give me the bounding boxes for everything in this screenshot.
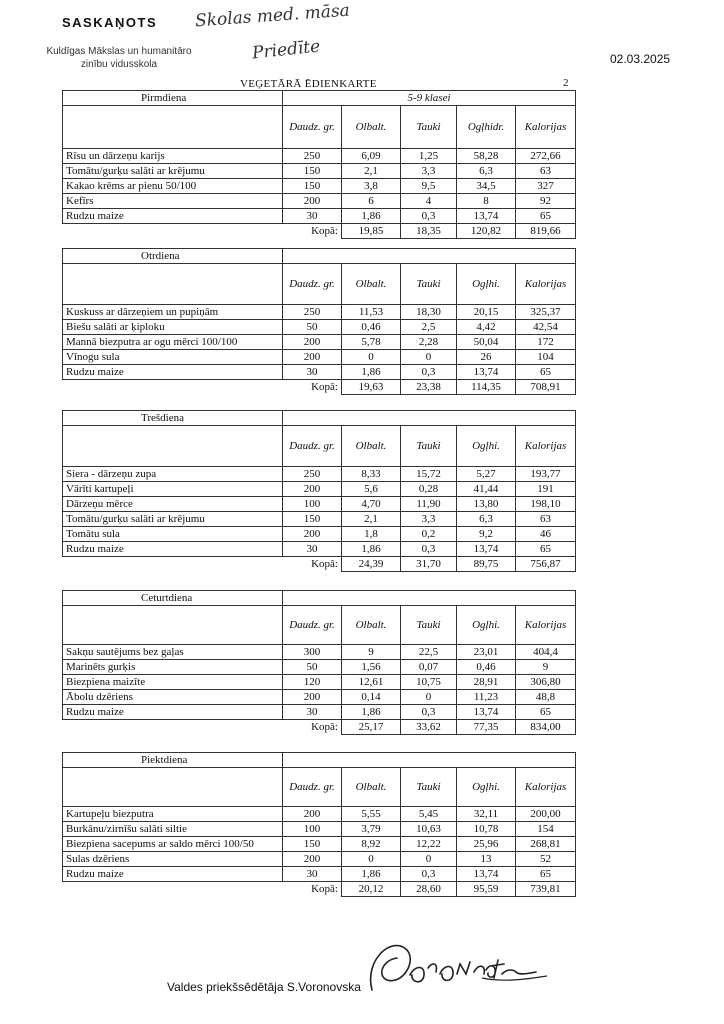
qty-cell: 250 (283, 149, 342, 164)
dish-name: Sulas dzēriens (63, 852, 283, 867)
total-blank (63, 224, 283, 239)
kcal-cell: 272,66 (516, 149, 576, 164)
total-carbs: 89,75 (457, 557, 516, 572)
protein-cell: 8,33 (342, 467, 401, 482)
kcal-cell: 191 (516, 482, 576, 497)
qty-cell: 100 (283, 497, 342, 512)
kcal-cell: 193,77 (516, 467, 576, 482)
carbs-cell: 13,74 (457, 365, 516, 380)
qty-cell: 200 (283, 690, 342, 705)
table-row (63, 807, 576, 822)
total-row (63, 882, 576, 897)
handwritten-signature-mark (362, 930, 552, 1000)
dish-name: Tomātu sula (63, 527, 283, 542)
protein-cell: 1,86 (342, 867, 401, 882)
protein-cell: 2,1 (342, 512, 401, 527)
document-title: VEĢETĀRĀ ĒDIENKARTE (240, 78, 377, 90)
total-fat: 28,60 (401, 882, 457, 897)
dish-name: Vārīti kartupeļi (63, 482, 283, 497)
protein-cell: 3,79 (342, 822, 401, 837)
col-fat: Tauki (401, 264, 457, 305)
carbs-cell: 32,11 (457, 807, 516, 822)
dish-name: Rudzu maize (63, 365, 283, 380)
header-blank (63, 426, 283, 467)
day-name: Otrdiena (63, 249, 283, 264)
table-row (63, 482, 576, 497)
table-row (63, 660, 576, 675)
kcal-cell: 65 (516, 705, 576, 720)
dish-name: Rudzu maize (63, 705, 283, 720)
dish-name: Siera - dārzeņu zupa (63, 467, 283, 482)
fat-cell: 0,28 (401, 482, 457, 497)
signer-name: Valdes priekšsēdētāja S.Voronovska (167, 980, 361, 994)
dish-name: Kartupeļu biezputra (63, 807, 283, 822)
dish-name: Rīsu un dārzeņu karijs (63, 149, 283, 164)
col-carbs: Ogļhidr. (457, 106, 516, 149)
kcal-cell: 65 (516, 867, 576, 882)
fat-cell: 5,45 (401, 807, 457, 822)
qty-cell: 30 (283, 867, 342, 882)
dish-name: Rudzu maize (63, 209, 283, 224)
qty-cell: 50 (283, 320, 342, 335)
carbs-cell: 20,15 (457, 305, 516, 320)
qty-cell: 100 (283, 822, 342, 837)
carbs-cell: 25,96 (457, 837, 516, 852)
kcal-cell: 65 (516, 365, 576, 380)
total-protein: 24,39 (342, 557, 401, 572)
kcal-cell: 327 (516, 179, 576, 194)
fat-cell: 0,3 (401, 209, 457, 224)
table-row (63, 867, 576, 882)
total-row (63, 380, 576, 395)
table-row (63, 365, 576, 380)
fat-cell: 0 (401, 852, 457, 867)
class-subheader: 5-9 klasei (283, 91, 576, 106)
header-blank (283, 411, 576, 426)
col-fat: Tauki (401, 106, 457, 149)
carbs-cell: 13,74 (457, 705, 516, 720)
carbs-cell: 23,01 (457, 645, 516, 660)
day-name: Pirmdiena (63, 91, 283, 106)
total-label: Kopā: (283, 720, 342, 735)
table-row (63, 320, 576, 335)
dish-name: Vīnogu sula (63, 350, 283, 365)
total-blank (63, 882, 283, 897)
table-row (63, 179, 576, 194)
document-date: 02.03.2025 (610, 52, 671, 66)
menu-table-tresdiena (62, 410, 576, 572)
carbs-cell: 6,3 (457, 512, 516, 527)
table-row (63, 350, 576, 365)
table-row (63, 837, 576, 852)
col-protein: Olbalt. (342, 264, 401, 305)
protein-cell: 9 (342, 645, 401, 660)
protein-cell: 6,09 (342, 149, 401, 164)
fat-cell: 3,3 (401, 164, 457, 179)
qty-cell: 150 (283, 837, 342, 852)
qty-cell: 150 (283, 512, 342, 527)
qty-cell: 30 (283, 209, 342, 224)
total-blank (63, 380, 283, 395)
total-carbs: 114,35 (457, 380, 516, 395)
col-protein: Olbalt. (342, 106, 401, 149)
day-name: Piektdiena (63, 753, 283, 768)
carbs-cell: 6,3 (457, 164, 516, 179)
day-name: Trešdiena (63, 411, 283, 426)
dish-name: Mannā biezputra ar ogu mērci 100/100 (63, 335, 283, 350)
table-row (63, 149, 576, 164)
qty-cell: 50 (283, 660, 342, 675)
kcal-cell: 9 (516, 660, 576, 675)
table-row (63, 690, 576, 705)
kcal-cell: 46 (516, 527, 576, 542)
col-fat: Tauki (401, 426, 457, 467)
protein-cell: 5,6 (342, 482, 401, 497)
fat-cell: 2,5 (401, 320, 457, 335)
protein-cell: 12,61 (342, 675, 401, 690)
day-name: Ceturtdiena (63, 591, 283, 606)
carbs-cell: 4,42 (457, 320, 516, 335)
col-kcal: Kalorijas (516, 768, 576, 807)
qty-cell: 200 (283, 807, 342, 822)
page-number: 2 (563, 77, 569, 89)
header-blank (63, 264, 283, 305)
total-protein: 19,63 (342, 380, 401, 395)
kcal-cell: 48,8 (516, 690, 576, 705)
dish-name: Biešu salāti ar ķiploku (63, 320, 283, 335)
protein-cell: 5,78 (342, 335, 401, 350)
col-qty: Daudz. gr. (283, 106, 342, 149)
protein-cell: 0 (342, 350, 401, 365)
protein-cell: 5,55 (342, 807, 401, 822)
qty-cell: 30 (283, 705, 342, 720)
total-fat: 33,62 (401, 720, 457, 735)
kcal-cell: 63 (516, 512, 576, 527)
col-carbs: Ogļhi. (457, 264, 516, 305)
dish-name: Kefīrs (63, 194, 283, 209)
table-row (63, 542, 576, 557)
col-fat: Tauki (401, 768, 457, 807)
qty-cell: 200 (283, 335, 342, 350)
table-row (63, 645, 576, 660)
carbs-cell: 28,91 (457, 675, 516, 690)
total-kcal: 739,81 (516, 882, 576, 897)
fat-cell: 4 (401, 194, 457, 209)
total-row (63, 557, 576, 572)
table-row (63, 822, 576, 837)
dish-name: Rudzu maize (63, 867, 283, 882)
carbs-cell: 13,74 (457, 542, 516, 557)
protein-cell: 0 (342, 852, 401, 867)
kcal-cell: 104 (516, 350, 576, 365)
qty-cell: 150 (283, 179, 342, 194)
kcal-cell: 65 (516, 209, 576, 224)
kcal-cell: 200,00 (516, 807, 576, 822)
qty-cell: 250 (283, 305, 342, 320)
total-kcal: 756,87 (516, 557, 576, 572)
kcal-cell: 52 (516, 852, 576, 867)
table-row (63, 164, 576, 179)
fat-cell: 0,3 (401, 365, 457, 380)
col-qty: Daudz. gr. (283, 768, 342, 807)
total-label: Kopā: (283, 380, 342, 395)
header-blank (63, 106, 283, 149)
col-kcal: Kalorijas (516, 106, 576, 149)
total-protein: 20,12 (342, 882, 401, 897)
menu-table-ceturtdiena (62, 590, 576, 735)
protein-cell: 0,46 (342, 320, 401, 335)
carbs-cell: 50,04 (457, 335, 516, 350)
total-blank (63, 720, 283, 735)
table-row (63, 852, 576, 867)
dish-name: Tomātu/gurķu salāti ar krējumu (63, 164, 283, 179)
kcal-cell: 172 (516, 335, 576, 350)
fat-cell: 1,25 (401, 149, 457, 164)
col-qty: Daudz. gr. (283, 264, 342, 305)
protein-cell: 1,8 (342, 527, 401, 542)
col-carbs: Ogļhi. (457, 768, 516, 807)
fat-cell: 2,28 (401, 335, 457, 350)
fat-cell: 0,3 (401, 542, 457, 557)
carbs-cell: 41,44 (457, 482, 516, 497)
fat-cell: 15,72 (401, 467, 457, 482)
dish-name: Burkānu/zirnīšu salāti siltie (63, 822, 283, 837)
col-qty: Daudz. gr. (283, 426, 342, 467)
carbs-cell: 10,78 (457, 822, 516, 837)
dish-name: Biezpiena sacepums ar saldo mērci 100/50 (63, 837, 283, 852)
table-row (63, 335, 576, 350)
dish-name: Ābolu dzēriens (63, 690, 283, 705)
qty-cell: 150 (283, 164, 342, 179)
col-kcal: Kalorijas (516, 426, 576, 467)
protein-cell: 11,53 (342, 305, 401, 320)
fat-cell: 0 (401, 350, 457, 365)
kcal-cell: 92 (516, 194, 576, 209)
col-carbs: Ogļhi. (457, 426, 516, 467)
carbs-cell: 11,23 (457, 690, 516, 705)
qty-cell: 200 (283, 350, 342, 365)
total-carbs: 95,59 (457, 882, 516, 897)
col-carbs: Ogļhi. (457, 606, 516, 645)
carbs-cell: 0,46 (457, 660, 516, 675)
fat-cell: 22,5 (401, 645, 457, 660)
col-protein: Olbalt. (342, 426, 401, 467)
total-row (63, 224, 576, 239)
fat-cell: 3,3 (401, 512, 457, 527)
total-kcal: 819,66 (516, 224, 576, 239)
kcal-cell: 306,80 (516, 675, 576, 690)
protein-cell: 1,86 (342, 705, 401, 720)
total-blank (63, 557, 283, 572)
fat-cell: 0,3 (401, 867, 457, 882)
fat-cell: 9,5 (401, 179, 457, 194)
total-kcal: 708,91 (516, 380, 576, 395)
table-row (63, 675, 576, 690)
total-fat: 23,38 (401, 380, 457, 395)
protein-cell: 4,70 (342, 497, 401, 512)
fat-cell: 10,75 (401, 675, 457, 690)
protein-cell: 8,92 (342, 837, 401, 852)
fat-cell: 0,07 (401, 660, 457, 675)
fat-cell: 10,63 (401, 822, 457, 837)
dish-name: Marinēts gurķis (63, 660, 283, 675)
total-kcal: 834,00 (516, 720, 576, 735)
dish-name: Kakao krēms ar pienu 50/100 (63, 179, 283, 194)
table-row (63, 705, 576, 720)
protein-cell: 3,8 (342, 179, 401, 194)
fat-cell: 0,2 (401, 527, 457, 542)
kcal-cell: 154 (516, 822, 576, 837)
fat-cell: 12,22 (401, 837, 457, 852)
dish-name: Kuskuss ar dārzeņiem un pupiņām (63, 305, 283, 320)
total-fat: 18,35 (401, 224, 457, 239)
col-kcal: Kalorijas (516, 606, 576, 645)
table-row (63, 194, 576, 209)
carbs-cell: 9,2 (457, 527, 516, 542)
kcal-cell: 65 (516, 542, 576, 557)
dish-name: Biezpiena maizīte (63, 675, 283, 690)
menu-table-piektdiena (62, 752, 576, 897)
dish-name: Sakņu sautējums bez gaļas (63, 645, 283, 660)
protein-cell: 1,86 (342, 209, 401, 224)
fat-cell: 11,90 (401, 497, 457, 512)
carbs-cell: 58,28 (457, 149, 516, 164)
dish-name: Rudzu maize (63, 542, 283, 557)
total-label: Kopā: (283, 557, 342, 572)
header-blank (283, 249, 576, 264)
qty-cell: 120 (283, 675, 342, 690)
carbs-cell: 13,80 (457, 497, 516, 512)
protein-cell: 1,86 (342, 365, 401, 380)
table-row (63, 209, 576, 224)
fat-cell: 0 (401, 690, 457, 705)
carbs-cell: 8 (457, 194, 516, 209)
header-blank (283, 591, 576, 606)
menu-table-otrdiena (62, 248, 576, 395)
qty-cell: 250 (283, 467, 342, 482)
total-label: Kopā: (283, 882, 342, 897)
fat-cell: 18,30 (401, 305, 457, 320)
col-kcal: Kalorijas (516, 264, 576, 305)
total-fat: 31,70 (401, 557, 457, 572)
table-row (63, 512, 576, 527)
qty-cell: 30 (283, 542, 342, 557)
kcal-cell: 42,54 (516, 320, 576, 335)
menu-table-pirmdiena (62, 90, 576, 239)
carbs-cell: 34,5 (457, 179, 516, 194)
table-row (63, 497, 576, 512)
dish-name: Tomātu/gurķu salāti ar krējumu (63, 512, 283, 527)
qty-cell: 300 (283, 645, 342, 660)
handwritten-note: Skolas med. māsa (194, 0, 351, 32)
total-protein: 25,17 (342, 720, 401, 735)
col-protein: Olbalt. (342, 606, 401, 645)
table-row (63, 527, 576, 542)
qty-cell: 200 (283, 852, 342, 867)
carbs-cell: 13 (457, 852, 516, 867)
kcal-cell: 325,37 (516, 305, 576, 320)
school-name: Kuldīgas Mākslas un humanitāro zinību vidusskola (46, 46, 192, 70)
total-carbs: 120,82 (457, 224, 516, 239)
qty-cell: 200 (283, 482, 342, 497)
fat-cell: 0,3 (401, 705, 457, 720)
dish-name: Dārzeņu mērce (63, 497, 283, 512)
carbs-cell: 13,74 (457, 209, 516, 224)
total-protein: 19,85 (342, 224, 401, 239)
approval-heading: SASKAŅOTS (62, 15, 158, 30)
carbs-cell: 26 (457, 350, 516, 365)
header-blank (63, 768, 283, 807)
table-row (63, 467, 576, 482)
carbs-cell: 5,27 (457, 467, 516, 482)
col-protein: Olbalt. (342, 768, 401, 807)
kcal-cell: 268,81 (516, 837, 576, 852)
table-row (63, 305, 576, 320)
protein-cell: 2,1 (342, 164, 401, 179)
protein-cell: 1,56 (342, 660, 401, 675)
total-carbs: 77,35 (457, 720, 516, 735)
protein-cell: 6 (342, 194, 401, 209)
kcal-cell: 404,4 (516, 645, 576, 660)
protein-cell: 1,86 (342, 542, 401, 557)
col-qty: Daudz. gr. (283, 606, 342, 645)
header-blank (283, 753, 576, 768)
col-fat: Tauki (401, 606, 457, 645)
carbs-cell: 13,74 (457, 867, 516, 882)
kcal-cell: 63 (516, 164, 576, 179)
qty-cell: 200 (283, 194, 342, 209)
total-row (63, 720, 576, 735)
header-blank (63, 606, 283, 645)
kcal-cell: 198,10 (516, 497, 576, 512)
handwritten-signature: Priedīte (251, 36, 322, 64)
protein-cell: 0,14 (342, 690, 401, 705)
total-label: Kopā: (283, 224, 342, 239)
qty-cell: 200 (283, 527, 342, 542)
qty-cell: 30 (283, 365, 342, 380)
